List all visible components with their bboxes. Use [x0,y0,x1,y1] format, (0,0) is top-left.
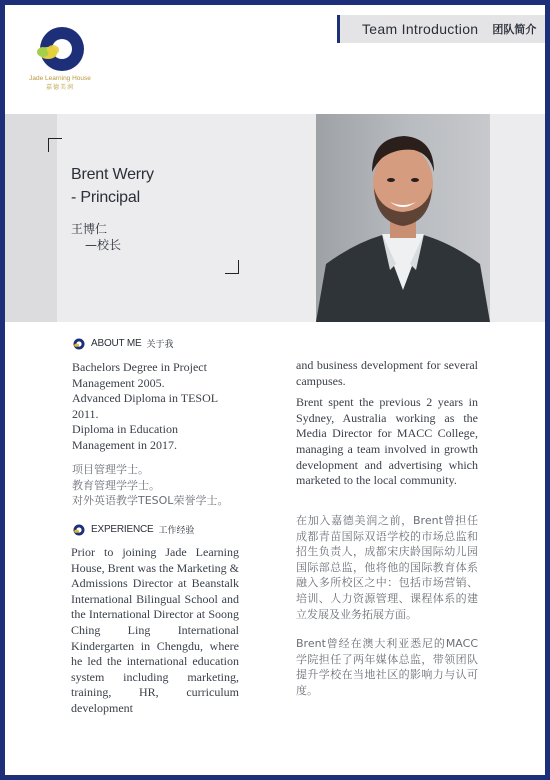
about-degrees-zh [72,462,262,509]
experience-para1-zh: 在加入嘉德美润之前，Brent曾担任成都青苗国际双语学校的市场总监和招生负责人，成都宋庆龄国际幼儿园国际部总监，他将他的国际教育体系融入多所校区之中：包括市场营销、培训、人力资源管理、课程体系的建立发展及业务拓展方面。 [296,514,478,621]
logo-mark-icon [32,23,88,77]
profile-role-zh-line: —校长 [85,238,122,252]
degree-item-zh: 教育管理学学士。 [72,478,160,492]
profile-name [71,163,154,209]
experience-para2-en: Brent spent the previous 2 years in Sydney, Australia working as the Media Director for MACC College, managing a team involved in growth development and advertising which marketed to the local community. [296,395,478,488]
corner-bracket-top-left [48,138,62,152]
profile-name-zh [71,221,121,253]
profile-role-line: - Principal [71,189,140,206]
header-title-zh: 团队简介 [492,23,537,36]
logo-name-zh: 嘉德美润 [45,84,74,91]
experience-para1-continued: and business development for several campuses. [296,358,478,388]
about-heading-en: ABOUT ME [91,338,142,349]
degree-item: Diploma in Education Management in 2017. [72,422,178,452]
profile-name-zh-line1: 王博仁 [71,222,108,236]
corner-bracket-bottom-right [225,260,239,274]
header-tab [337,15,545,43]
about-heading-zh: 关于我 [146,340,174,350]
section-bullet-icon [73,524,85,536]
experience-para2-zh: Brent曾经在澳大利亚悉尼的MACC学院担任了两年媒体总监，带领团队提升学校在当地社区的影响力与认可度。 [296,637,478,697]
experience-para1-en: Prior to joining Jade Learning House, Brent was the Marketing & Admissions Director at Beanstalk International Bilingual School and the International Director at Soong Ching Ling International Kindergarten in Chengdu, where he led the international education system including marketing, training, HR, curriculum development [71,545,239,715]
header-accent-bar [337,15,340,43]
degree-item-zh: 项目管理学士。 [72,463,149,476]
header-title-en: Team Introduction [362,21,479,37]
section-bullet-icon [73,338,85,350]
degree-item: Bachelors Degree in Project Management 2005. [72,360,207,390]
portrait-illustration [316,114,490,322]
experience-right-column [296,358,478,489]
experience-zh-column [296,513,478,699]
experience-heading-zh: 工作经验 [158,526,195,536]
logo-name-en: Jade Learning House [29,75,91,82]
portrait-photo [316,114,490,322]
experience-heading-en: EXPERIENCE [91,524,154,535]
experience-heading [73,523,194,536]
degree-item-zh: 对外英语教学TESOL荣誉学士。 [72,494,229,508]
about-heading [73,337,173,350]
page [5,5,545,775]
degree-item: Advanced Diploma in TESOL 2011. [72,391,218,421]
logo [25,23,95,95]
profile-name-line1: Brent Werry [71,166,154,183]
experience-para1-left [71,545,239,735]
about-degrees-en [72,360,242,454]
